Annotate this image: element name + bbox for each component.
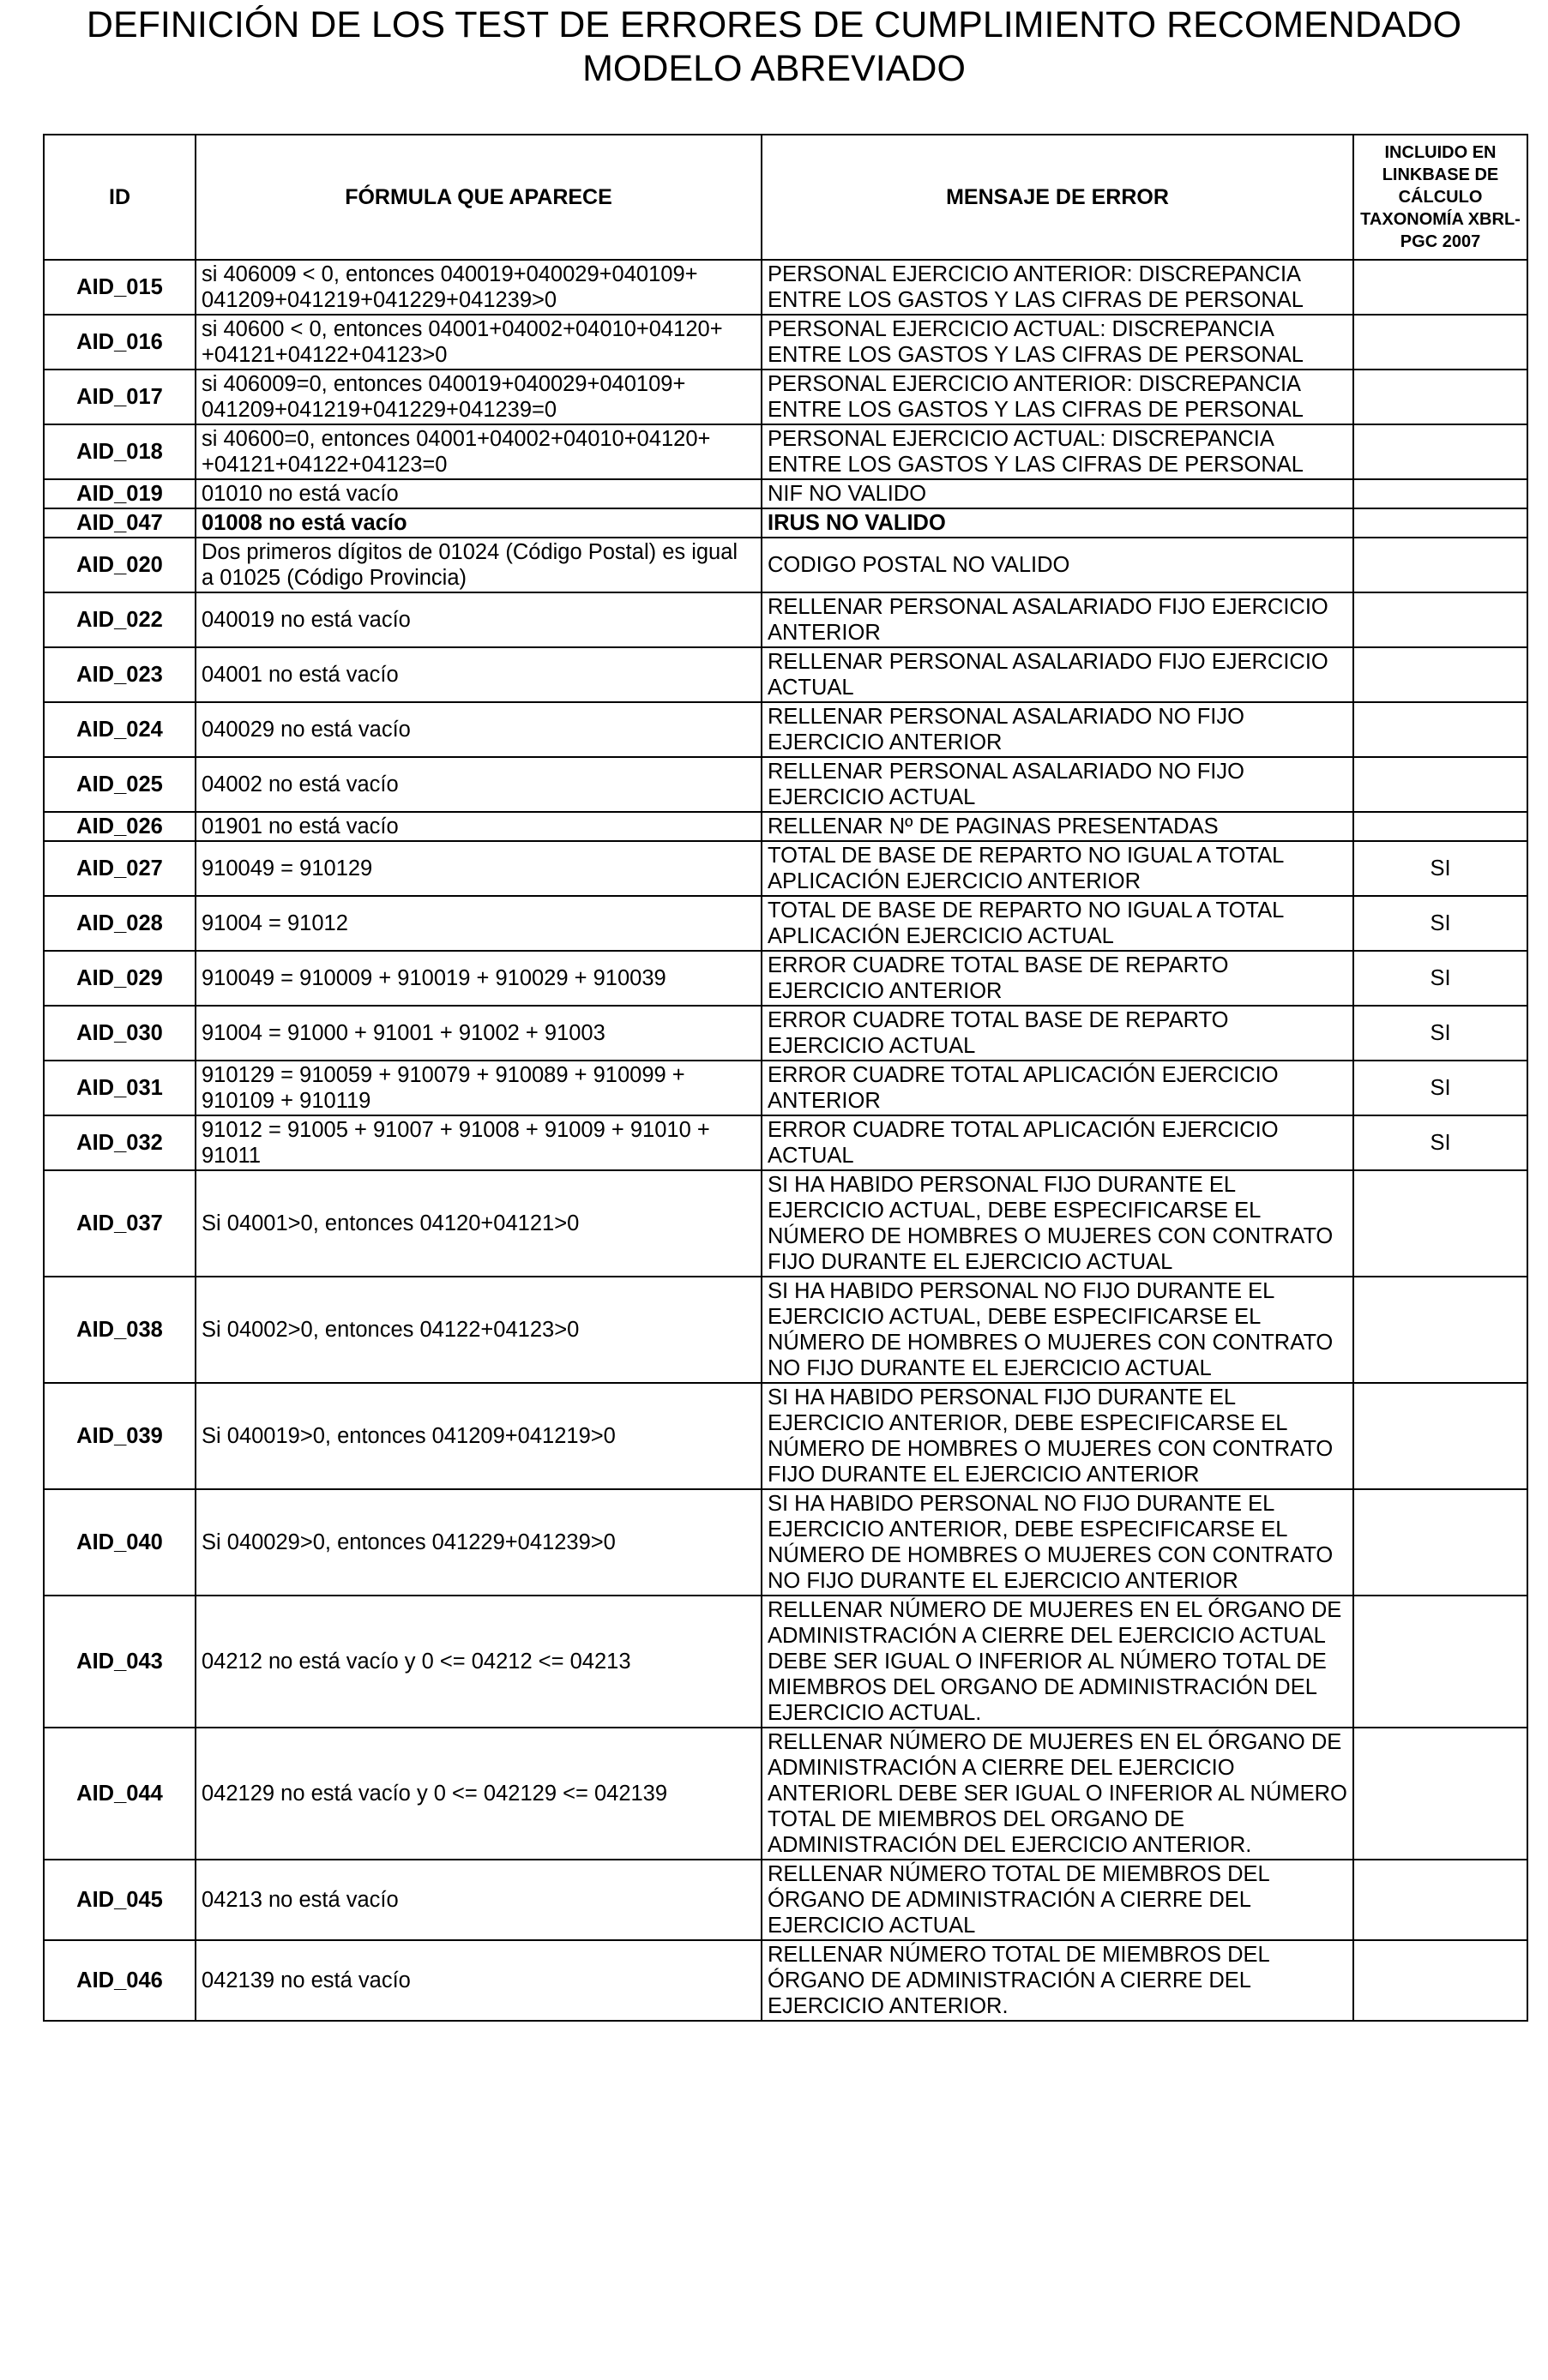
table-row: [44, 647, 1527, 702]
table-row: [44, 315, 1527, 370]
row-included: [1353, 647, 1527, 702]
row-message: ERROR CUADRE TOTAL APLICACIÓN EJERCICIO ANTERIOR: [762, 1061, 1353, 1115]
row-id: AID_044: [44, 1728, 196, 1860]
row-included: [1353, 538, 1527, 592]
header-message: MENSAJE DE ERROR: [762, 135, 1353, 260]
row-message: TOTAL DE BASE DE REPARTO NO IGUAL A TOTAL APLICACIÓN EJERCICIO ANTERIOR: [762, 841, 1353, 896]
error-tests-table: [43, 134, 1528, 2022]
row-id: AID_039: [44, 1383, 196, 1489]
table-row: [44, 702, 1527, 757]
table-row: [44, 757, 1527, 812]
row-included: [1353, 757, 1527, 812]
row-message: ERROR CUADRE TOTAL APLICACIÓN EJERCICIO ACTUAL: [762, 1115, 1353, 1170]
header-included: INCLUIDO EN LINKBASE DE CÁLCULO TAXONOMÍA XBRL-PGC 2007: [1353, 135, 1527, 260]
table-row: [44, 812, 1527, 841]
row-included: [1353, 702, 1527, 757]
row-message: RELLENAR NÚMERO DE MUJERES EN EL ÓRGANO DE ADMINISTRACIÓN A CIERRE DEL EJERCICIO ANTERIORL DEBE SER IGUAL O INFERIOR AL NÚMERO TOTAL DE MIEMBROS DEL ORGANO DE ADMINISTRACIÓN DEL EJERCICIO ANTERIOR.: [762, 1728, 1353, 1860]
row-message: TOTAL DE BASE DE REPARTO NO IGUAL A TOTAL APLICACIÓN EJERCICIO ACTUAL: [762, 896, 1353, 951]
table-row: [44, 1006, 1527, 1061]
row-included: [1353, 1860, 1527, 1940]
row-id: AID_027: [44, 841, 196, 896]
row-included: SI: [1353, 1115, 1527, 1170]
table-row: [44, 538, 1527, 592]
row-formula: 01901 no está vacío: [196, 812, 762, 841]
row-message: NIF NO VALIDO: [762, 479, 1353, 508]
row-included: [1353, 260, 1527, 315]
row-id: AID_015: [44, 260, 196, 315]
row-formula: 04002 no está vacío: [196, 757, 762, 812]
row-formula: 042129 no está vacío y 0 <= 042129 <= 042139: [196, 1728, 762, 1860]
row-formula: 01008 no está vacío: [196, 508, 762, 538]
row-message: PERSONAL EJERCICIO ANTERIOR: DISCREPANCIA ENTRE LOS GASTOS Y LAS CIFRAS DE PERSONAL: [762, 370, 1353, 424]
row-formula: 910049 = 910129: [196, 841, 762, 896]
row-included: [1353, 1170, 1527, 1277]
row-included: [1353, 1596, 1527, 1728]
row-message: ERROR CUADRE TOTAL BASE DE REPARTO EJERCICIO ACTUAL: [762, 1006, 1353, 1061]
row-included: [1353, 1277, 1527, 1383]
row-included: [1353, 1728, 1527, 1860]
row-included: SI: [1353, 841, 1527, 896]
row-formula: Si 04001>0, entonces 04120+04121>0: [196, 1170, 762, 1277]
table-row: [44, 951, 1527, 1006]
row-id: AID_043: [44, 1596, 196, 1728]
row-formula: 91004 = 91012: [196, 896, 762, 951]
row-included: SI: [1353, 1061, 1527, 1115]
table-row: [44, 896, 1527, 951]
row-message: RELLENAR PERSONAL ASALARIADO NO FIJO EJERCICIO ACTUAL: [762, 757, 1353, 812]
row-included: [1353, 1383, 1527, 1489]
row-formula: 040029 no está vacío: [196, 702, 762, 757]
table-row: [44, 1940, 1527, 2021]
row-id: AID_030: [44, 1006, 196, 1061]
table-row: [44, 1115, 1527, 1170]
table-row: [44, 370, 1527, 424]
title-line-1: DEFINICIÓN DE LOS TEST DE ERRORES DE CUMPLIMIENTO RECOMENDADO: [86, 4, 1462, 45]
row-id: AID_019: [44, 479, 196, 508]
row-included: [1353, 370, 1527, 424]
row-formula: 042139 no está vacío: [196, 1940, 762, 2021]
row-id: AID_037: [44, 1170, 196, 1277]
row-included: SI: [1353, 896, 1527, 951]
page-title: [0, 3, 1548, 91]
row-id: AID_028: [44, 896, 196, 951]
row-message: IRUS NO VALIDO: [762, 508, 1353, 538]
row-formula: 040019 no está vacío: [196, 592, 762, 647]
row-id: AID_031: [44, 1061, 196, 1115]
row-included: [1353, 508, 1527, 538]
row-id: AID_046: [44, 1940, 196, 2021]
row-formula: 91012 = 91005 + 91007 + 91008 + 91009 + 91010 + 91011: [196, 1115, 762, 1170]
row-formula: 910049 = 910009 + 910019 + 910029 + 910039: [196, 951, 762, 1006]
table-row: [44, 424, 1527, 479]
row-formula: 04001 no está vacío: [196, 647, 762, 702]
row-message: RELLENAR Nº DE PAGINAS PRESENTADAS: [762, 812, 1353, 841]
title-line-2: MODELO ABREVIADO: [582, 48, 966, 89]
row-message: RELLENAR NÚMERO TOTAL DE MIEMBROS DEL ÓRGANO DE ADMINISTRACIÓN A CIERRE DEL EJERCICIO ACTUAL: [762, 1860, 1353, 1940]
row-formula: 91004 = 91000 + 91001 + 91002 + 91003: [196, 1006, 762, 1061]
row-formula: si 40600=0, entonces 04001+04002+04010+04120+ +04121+04122+04123=0: [196, 424, 762, 479]
row-message: RELLENAR NÚMERO TOTAL DE MIEMBROS DEL ÓRGANO DE ADMINISTRACIÓN A CIERRE DEL EJERCICIO ANTERIOR.: [762, 1940, 1353, 2021]
row-included: SI: [1353, 1006, 1527, 1061]
row-message: SI HA HABIDO PERSONAL FIJO DURANTE EL EJERCICIO ANTERIOR, DEBE ESPECIFICARSE EL NÚMERO DE HOMBRES O MUJERES CON CONTRATO FIJO DURANTE EL EJERCICIO ANTERIOR: [762, 1383, 1353, 1489]
row-id: AID_047: [44, 508, 196, 538]
row-included: [1353, 812, 1527, 841]
table-row: [44, 1277, 1527, 1383]
row-id: AID_029: [44, 951, 196, 1006]
row-message: SI HA HABIDO PERSONAL NO FIJO DURANTE EL EJERCICIO ANTERIOR, DEBE ESPECIFICARSE EL NÚMERO DE HOMBRES O MUJERES CON CONTRATO NO FIJO DURANTE EL EJERCICIO ANTERIOR: [762, 1489, 1353, 1596]
table-row: [44, 592, 1527, 647]
row-formula: si 40600 < 0, entonces 04001+04002+04010+04120+ +04121+04122+04123>0: [196, 315, 762, 370]
row-message: RELLENAR NÚMERO DE MUJERES EN EL ÓRGANO DE ADMINISTRACIÓN A CIERRE DEL EJERCICIO ACTUAL DEBE SER IGUAL O INFERIOR AL NÚMERO TOTAL DE MIEMBROS DEL ORGANO DE ADMINISTRACIÓN DEL EJERCICIO ACTUAL.: [762, 1596, 1353, 1728]
table-header-row: [44, 135, 1527, 260]
header-formula: FÓRMULA QUE APARECE: [196, 135, 762, 260]
row-formula: Si 040029>0, entonces 041229+041239>0: [196, 1489, 762, 1596]
row-message: ERROR CUADRE TOTAL BASE DE REPARTO EJERCICIO ANTERIOR: [762, 951, 1353, 1006]
row-id: AID_025: [44, 757, 196, 812]
table-row: [44, 1383, 1527, 1489]
row-message: SI HA HABIDO PERSONAL FIJO DURANTE EL EJERCICIO ACTUAL, DEBE ESPECIFICARSE EL NÚMERO DE HOMBRES O MUJERES CON CONTRATO FIJO DURANTE EL EJERCICIO ACTUAL: [762, 1170, 1353, 1277]
row-included: [1353, 592, 1527, 647]
row-message: CODIGO POSTAL NO VALIDO: [762, 538, 1353, 592]
row-id: AID_040: [44, 1489, 196, 1596]
row-id: AID_026: [44, 812, 196, 841]
row-id: AID_023: [44, 647, 196, 702]
row-message: PERSONAL EJERCICIO ANTERIOR: DISCREPANCIA ENTRE LOS GASTOS Y LAS CIFRAS DE PERSONAL: [762, 260, 1353, 315]
row-formula: si 406009=0, entonces 040019+040029+040109+ 041209+041219+041229+041239=0: [196, 370, 762, 424]
row-formula: Dos primeros dígitos de 01024 (Código Postal) es igual a 01025 (Código Provincia): [196, 538, 762, 592]
row-message: SI HA HABIDO PERSONAL NO FIJO DURANTE EL EJERCICIO ACTUAL, DEBE ESPECIFICARSE EL NÚMERO DE HOMBRES O MUJERES CON CONTRATO NO FIJO DURANTE EL EJERCICIO ACTUAL: [762, 1277, 1353, 1383]
row-included: [1353, 424, 1527, 479]
row-id: AID_016: [44, 315, 196, 370]
row-id: AID_045: [44, 1860, 196, 1940]
row-included: SI: [1353, 951, 1527, 1006]
table-row: [44, 1170, 1527, 1277]
row-id: AID_024: [44, 702, 196, 757]
table-row: [44, 1061, 1527, 1115]
row-formula: 910129 = 910059 + 910079 + 910089 + 910099 + 910109 + 910119: [196, 1061, 762, 1115]
row-message: RELLENAR PERSONAL ASALARIADO FIJO EJERCICIO ANTERIOR: [762, 592, 1353, 647]
row-id: AID_020: [44, 538, 196, 592]
table-row: [44, 1728, 1527, 1860]
row-message: PERSONAL EJERCICIO ACTUAL: DISCREPANCIA ENTRE LOS GASTOS Y LAS CIFRAS DE PERSONAL: [762, 424, 1353, 479]
row-included: [1353, 1940, 1527, 2021]
row-id: AID_022: [44, 592, 196, 647]
row-formula: 04212 no está vacío y 0 <= 04212 <= 04213: [196, 1596, 762, 1728]
row-included: [1353, 1489, 1527, 1596]
table-row: [44, 1860, 1527, 1940]
row-included: [1353, 315, 1527, 370]
table-row: [44, 1489, 1527, 1596]
row-message: PERSONAL EJERCICIO ACTUAL: DISCREPANCIA ENTRE LOS GASTOS Y LAS CIFRAS DE PERSONAL: [762, 315, 1353, 370]
row-included: [1353, 479, 1527, 508]
table-row: [44, 479, 1527, 508]
row-formula: Si 04002>0, entonces 04122+04123>0: [196, 1277, 762, 1383]
row-id: AID_018: [44, 424, 196, 479]
table-row: [44, 841, 1527, 896]
row-id: AID_032: [44, 1115, 196, 1170]
row-message: RELLENAR PERSONAL ASALARIADO NO FIJO EJERCICIO ANTERIOR: [762, 702, 1353, 757]
row-id: AID_017: [44, 370, 196, 424]
row-formula: 01010 no está vacío: [196, 479, 762, 508]
table-row: [44, 508, 1527, 538]
row-formula: si 406009 < 0, entonces 040019+040029+040109+ 041209+041219+041229+041239>0: [196, 260, 762, 315]
table-row: [44, 260, 1527, 315]
row-formula: Si 040019>0, entonces 041209+041219>0: [196, 1383, 762, 1489]
row-id: AID_038: [44, 1277, 196, 1383]
row-formula: 04213 no está vacío: [196, 1860, 762, 1940]
header-id: ID: [44, 135, 196, 260]
table-row: [44, 1596, 1527, 1728]
row-message: RELLENAR PERSONAL ASALARIADO FIJO EJERCICIO ACTUAL: [762, 647, 1353, 702]
